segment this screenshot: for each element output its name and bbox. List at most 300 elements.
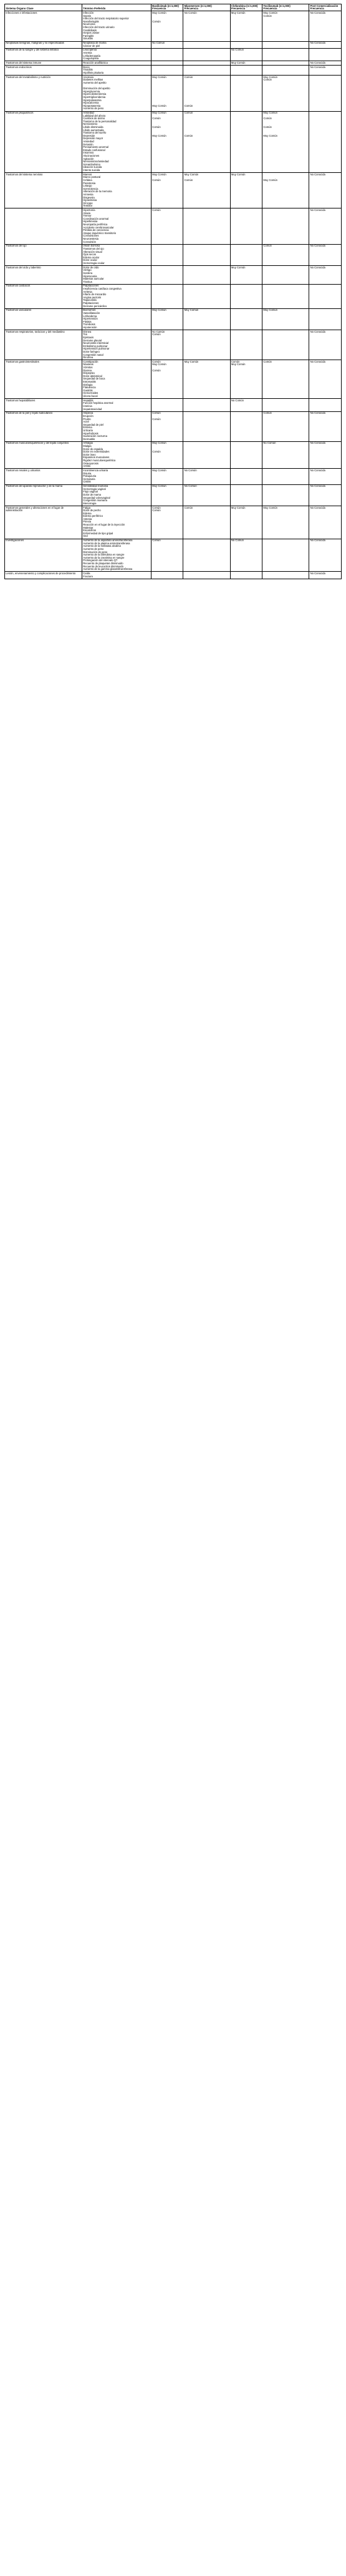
group2-frequency-cell [183, 208, 230, 244]
group2-frequency-cell [183, 11, 230, 41]
group3-frequency-cell [230, 399, 262, 412]
group3-frequency-cell [230, 308, 262, 330]
term-line: Sequedad de piel [83, 423, 103, 426]
group3-frequency-line [231, 465, 261, 468]
table-row [5, 76, 342, 111]
group1-frequency-line: Común [152, 178, 161, 182]
group5-frequency-cell [309, 173, 342, 208]
group2-frequency-cell [183, 411, 230, 441]
term-line: Dolor faríngeo [83, 350, 100, 353]
system-organ-class-cell: Trastornos musculoesqueléticos y del tejido conjuntivo [5, 441, 82, 469]
group2-frequency-line: No Común [184, 469, 197, 472]
group5-frequency-cell [309, 266, 342, 285]
group5-frequency-cell [309, 41, 342, 48]
term-line: Sinusitis [83, 37, 93, 41]
group5-frequency-line [310, 438, 340, 441]
term-line: Intento suicida [83, 168, 100, 172]
group4-frequency-line: Muy Común [263, 178, 277, 182]
group2-column-header [183, 4, 230, 11]
term-line: Embolismo pulmonar [83, 344, 108, 348]
term-line: Pirexia [83, 520, 92, 524]
term-line: Úlcera bucal [83, 394, 98, 398]
term-line: Neuropatía periférica [83, 223, 108, 227]
table-row [5, 399, 342, 412]
term-line: Aumento de la gamma-glutamiltransferasa [83, 567, 133, 571]
group5-frequency-line [310, 465, 340, 468]
group5-frequency-line [310, 326, 340, 330]
term-line: Mareo postural [83, 175, 101, 179]
system-organ-class-cell: Trastornos hepatobiliares [5, 399, 82, 412]
term-line: Libido aumentada [83, 128, 104, 132]
group1-frequency-cell [151, 41, 183, 48]
group4-frequency-line: Muy Común [263, 134, 277, 137]
term-cell [82, 539, 151, 572]
system-organ-class-cell: Investigaciones [5, 539, 82, 572]
group5-frequency-line: No Conocida [310, 61, 325, 65]
group5-frequency-cell [309, 330, 342, 360]
group3-frequency-cell [230, 244, 262, 265]
group3-frequency-cell [230, 360, 262, 399]
term-line: Sensibilidad mamaria [83, 484, 108, 488]
group5-frequency-label: Frecuencia [310, 7, 324, 11]
system-organ-class-cell: Trastornos gastrointestinales [5, 360, 82, 399]
table-row [5, 48, 342, 61]
group4-frequency-line: Común [263, 78, 272, 82]
group1-frequency-line [152, 72, 182, 75]
term-line: Reacción anafiláctica [83, 61, 108, 65]
group1-frequency-line: Muy Común [152, 75, 166, 79]
term-line: Aumento de peso [83, 107, 104, 110]
group2-frequency-line [185, 37, 229, 41]
term-line: Visión borrosa [83, 244, 100, 248]
term-line: Aumento de peso [83, 547, 104, 551]
group2-frequency-label: Frecuencia [184, 7, 198, 11]
term-line: Trombosis [83, 323, 95, 326]
term-line: Erupción [83, 414, 94, 418]
group2-frequency-line: Común [184, 104, 193, 107]
group4-frequency-cell [262, 441, 309, 469]
term-line: Alteración de la memoria [83, 190, 112, 193]
group3-frequency-line [231, 535, 261, 538]
group1-frequency-line: Común [152, 19, 161, 23]
term-line: Sordera [83, 271, 93, 275]
group1-frequency-line [152, 408, 182, 411]
group1-frequency-line: Muy Común [152, 172, 166, 176]
group2-frequency-line [185, 45, 229, 48]
group4-frequency-line [263, 356, 308, 360]
group1-frequency-line: Común [152, 125, 161, 129]
term-line: Agitación [83, 157, 94, 160]
group5-frequency-line: No Conocida [310, 244, 325, 248]
table-row [5, 244, 342, 265]
group3-frequency-line [231, 575, 261, 579]
group2-frequency-line [185, 535, 229, 538]
term-line: Ictericia [83, 404, 92, 408]
group4-frequency-line [263, 241, 308, 244]
group4-frequency-line [263, 575, 308, 579]
group5-frequency-cell [309, 399, 342, 412]
term-line: Convulsiones [83, 234, 99, 238]
term-line: Vértigo [83, 268, 92, 272]
group4-frequency-cell [262, 572, 309, 579]
group3-frequency-line [231, 57, 261, 61]
term-line: Hipófisis pituitaria [83, 71, 104, 74]
term-cell [82, 360, 151, 399]
group1-frequency-cell [151, 66, 183, 76]
group5-frequency-line [310, 241, 340, 244]
group5-frequency-line: No Conocida [310, 571, 325, 575]
group2-frequency-line [185, 575, 229, 579]
term-line: Sepsis [83, 14, 91, 17]
group5-frequency-line: No Conocida [310, 41, 325, 45]
group1-frequency-line [152, 241, 182, 244]
table-row [5, 330, 342, 360]
group4-frequency-cell [262, 66, 309, 76]
group3-frequency-line [231, 356, 261, 360]
group4-frequency-cell [262, 506, 309, 539]
term-line: Ataxia [83, 211, 90, 215]
term-cell [82, 266, 151, 285]
system-organ-class-cell: Trastornos de la piel y tejido subcutáneo [5, 411, 82, 441]
group4-frequency-line: No Común [263, 441, 276, 445]
soc-column-header: Sistema Órgano Clase [5, 4, 82, 11]
group4-frequency-cell [262, 360, 309, 399]
table-row [5, 506, 342, 539]
group3-frequency-cell [230, 484, 262, 506]
group5-frequency-cell [309, 66, 342, 76]
group5-frequency-line [310, 57, 340, 61]
term-line: Malestar auricular [83, 277, 104, 281]
group3-frequency-cell [230, 266, 262, 285]
table-row [5, 308, 342, 330]
group4-frequency-line [263, 535, 308, 538]
term-line: Espasmos musculares [83, 456, 110, 459]
table-row [5, 360, 342, 399]
term-line: Cambios de ánimo [83, 117, 105, 120]
term-line: Disgeusia [83, 195, 95, 199]
group1-frequency-line [152, 169, 182, 172]
term-line: Hipercolesterolemia [83, 92, 107, 96]
group1-frequency-line [152, 45, 182, 48]
group5-frequency-cell [309, 61, 342, 66]
group2-frequency-cell [183, 441, 230, 469]
group1-frequency-line [152, 568, 182, 571]
group4-frequency-line [263, 205, 308, 208]
term-line: Faringitis [83, 34, 94, 37]
group4-frequency-line [263, 568, 308, 571]
document-page [0, 0, 346, 585]
term-cell [82, 111, 151, 173]
group5-frequency-cell [309, 48, 342, 61]
group4-frequency-line [263, 62, 308, 65]
term-line: Polaquiuria [83, 474, 97, 478]
term-line: Hiperhidrosis [83, 431, 99, 435]
group1-frequency-line: No Común [152, 41, 165, 45]
term-line: Infección [83, 11, 94, 14]
group3-frequency-line [231, 305, 261, 308]
term-line: Anemia [83, 51, 92, 55]
term-line: Hipertrigliceridemia [83, 95, 106, 99]
term-line: Flatulencia [83, 386, 96, 389]
group3-frequency-cell [230, 111, 262, 173]
group5-frequency-cell [309, 284, 342, 308]
term-cell [82, 572, 151, 579]
term-line: Aumento de la creatinina en sangre [83, 556, 125, 559]
term-line: Ojos secos [83, 253, 96, 257]
term-line: Síncope [83, 201, 93, 205]
term-line: Neumonitis intersticial [83, 341, 109, 345]
term-line: Recuento de leucocitos disminuido [83, 564, 123, 568]
group4-frequency-cell [262, 308, 309, 330]
group2-frequency-line [185, 502, 229, 506]
group1-frequency-cell [151, 61, 183, 66]
table-row [5, 266, 342, 285]
system-organ-class-cell: Trastornos del ojo [5, 244, 82, 265]
group2-frequency-cell [183, 61, 230, 66]
group2-frequency-line [185, 305, 229, 308]
group4-frequency-line [263, 37, 308, 41]
term-line: Convulsión [83, 240, 96, 243]
group4-frequency-cell [262, 41, 309, 48]
term-line: Tremor [83, 214, 92, 218]
term-cell [82, 469, 151, 484]
group1-frequency-line: Común [152, 208, 161, 212]
group4-frequency-cell [262, 399, 309, 412]
term-line: Dermatitis [83, 437, 95, 441]
term-line: Hipertensión pulmonar [83, 347, 110, 351]
group4-frequency-line: Muy Común [263, 506, 277, 509]
term-cell [82, 11, 151, 41]
group5-frequency-line: No Conocida [310, 208, 325, 212]
group2-frequency-cell [183, 111, 230, 173]
group1-frequency-line [152, 326, 182, 330]
term-line: Derrame pleural [83, 338, 102, 342]
term-line: Sonambulismo [83, 162, 100, 166]
term-line: Ansiedad [83, 140, 94, 144]
group2-frequency-line [185, 408, 229, 411]
group5-frequency-line [310, 281, 340, 284]
term-line: Disfagia [83, 383, 93, 386]
group1-frequency-cell [151, 208, 183, 244]
group2-frequency-line [185, 262, 229, 265]
group1-frequency-line: Común [152, 368, 161, 372]
group5-frequency-line [310, 395, 340, 398]
group5-frequency-line [310, 356, 340, 360]
group2-frequency-cell [183, 41, 230, 48]
system-organ-class-cell: Trastornos del sistema inmune [5, 61, 82, 66]
group1-frequency-cell [151, 539, 183, 572]
term-line: Reacción en el lugar de la inyección [83, 523, 125, 527]
term-line: Accidente cerebrovascular [83, 225, 114, 229]
group2-frequency-line [185, 438, 229, 441]
group1-frequency-line: Muy Común [152, 441, 166, 445]
term-cell [82, 76, 151, 111]
group4-frequency-line [263, 107, 308, 110]
term-line: Sequedad de boca [83, 377, 105, 381]
group3-frequency-cell [230, 469, 262, 484]
term-line: Somnolencia [83, 187, 99, 190]
group5-frequency-cell [309, 11, 342, 41]
group1-frequency-line: Común [152, 506, 161, 509]
term-line: Sed [83, 534, 88, 538]
term-line: Astenia [83, 517, 92, 521]
term-line: Hipertensión [83, 317, 98, 321]
group1-frequency-cell [151, 330, 183, 360]
group2-frequency-line: Común [184, 178, 193, 182]
group2-frequency-cell [183, 484, 230, 506]
term-line: Hemorragia vaginal [83, 487, 106, 491]
term-line: Infarto de miocardio [83, 293, 107, 296]
group4-frequency-line [263, 438, 308, 441]
term-cell [82, 66, 151, 76]
term-cell [82, 484, 151, 506]
group4-column-header [262, 4, 309, 11]
table-row [5, 11, 342, 41]
term-line: Arritmia [83, 290, 92, 293]
term-line: Cáncor de piel [83, 44, 100, 47]
group3-frequency-line [231, 281, 261, 284]
term-line: Fractura [83, 574, 93, 578]
group2-frequency-cell [183, 399, 230, 412]
group4-name: Tocilizumab (n=1,000) [263, 4, 291, 7]
group4-frequency-cell [262, 539, 309, 572]
term-line: Aumento de la alanina aminotransferasa [83, 541, 130, 545]
group4-frequency-line: Muy Común [263, 11, 277, 14]
group3-frequency-cell [230, 66, 262, 76]
group5-frequency-line [310, 481, 340, 484]
term-line: Osteoporosis [83, 461, 99, 465]
table-body [5, 11, 342, 579]
term-line: Nerviosismo/ansiedad [83, 160, 109, 164]
term-line: Mareos [83, 172, 92, 176]
group4-frequency-line: Común [263, 125, 272, 129]
system-organ-class-cell: Trastornos de la sangre y del sistema linfático [5, 48, 82, 61]
term-line: Hipocalcemia [83, 101, 99, 105]
group1-frequency-line: Común [152, 450, 161, 454]
group1-frequency-label: Frecuencia [152, 7, 166, 11]
term-cell [82, 506, 151, 539]
term-line: Pensamiento anormal [83, 145, 109, 149]
group5-frequency-line: No Conocida [310, 360, 325, 363]
group3-frequency-cell [230, 539, 262, 572]
group5-frequency-cell [309, 208, 342, 244]
group1-frequency-line: Muy Común [152, 469, 166, 472]
table-row [5, 539, 342, 572]
term-cell [82, 48, 151, 61]
group4-frequency-cell [262, 244, 309, 265]
group1-frequency-line [152, 262, 182, 265]
term-line: Mialgia [83, 444, 92, 448]
term-line: Náuseas [83, 363, 94, 366]
term-line: Alteración visual [83, 250, 102, 253]
group1-frequency-line [152, 395, 182, 398]
term-line: Linfoedema [83, 314, 97, 318]
group2-frequency-line [185, 281, 229, 284]
group3-frequency-line: Muy Común [231, 506, 246, 509]
term-line: Edema ocular [83, 255, 100, 259]
group1-frequency-line [152, 438, 182, 441]
group1-frequency-cell [151, 360, 183, 399]
group3-frequency-line: No Común [231, 398, 244, 402]
term-cell [82, 41, 151, 48]
term-line: Rinorrea [83, 356, 94, 360]
group3-frequency-line [231, 45, 261, 48]
group3-name: Clofarabina (n=1,000) [231, 4, 258, 7]
term-line: Dolor en extremidades [83, 450, 110, 454]
term-line: Derrame pericárdico [83, 304, 107, 308]
group3-frequency-line [231, 502, 261, 506]
term-line: Coagulopatía [83, 57, 99, 61]
group4-frequency-line [263, 169, 308, 172]
term-line: Sequedad vulvovaginal [83, 496, 110, 499]
group1-frequency-line: Muy Común [152, 484, 166, 488]
term-line: Dolor abdominal [83, 374, 102, 378]
group4-frequency-line: Común [263, 14, 272, 17]
group2-frequency-cell [183, 173, 230, 208]
group2-frequency-cell [183, 360, 230, 399]
group1-frequency-cell [151, 506, 183, 539]
group3-frequency-line [231, 326, 261, 330]
term-line: Gastritis [83, 388, 93, 392]
group2-frequency-line: Muy Común [184, 172, 199, 176]
term-cell [82, 441, 151, 469]
term-line: Insomnio [83, 151, 94, 155]
term-line: Neuroestesia [83, 237, 99, 240]
term-line: Angina pectoris [83, 295, 102, 299]
group5-frequency-line: No Conocida [310, 506, 325, 509]
term-line: Coordinación anormal [83, 217, 109, 220]
group4-frequency-line [263, 465, 308, 468]
group1-frequency-line: Común [152, 333, 161, 336]
group4-frequency-line: Común [263, 411, 272, 415]
group2-frequency-line [185, 395, 229, 398]
term-line: Malestar [83, 526, 94, 529]
group2-frequency-line [185, 72, 229, 75]
group4-frequency-line [263, 57, 308, 61]
term-line: Aumento de la bilirrubina en sangre [83, 553, 125, 557]
table-row [5, 41, 342, 48]
group4-frequency-cell [262, 469, 309, 484]
group5-frequency-line [310, 37, 340, 41]
group3-frequency-cell [230, 76, 262, 111]
group1-frequency-line: Muy Común [152, 11, 166, 14]
group1-frequency-line: Común [152, 417, 161, 421]
term-line: Disnea [83, 330, 92, 333]
group5-frequency-cell [309, 469, 342, 484]
group3-frequency-line: Muy Común [231, 61, 246, 65]
term-line: Herpes zóster [83, 31, 100, 35]
term-line: Neoplasia de mama [83, 41, 107, 45]
group2-frequency-line: Muy Común [184, 308, 199, 312]
term-line: Flebitis [83, 320, 92, 323]
term-line: Cistitis [83, 480, 91, 484]
term-line: Linfadenopatía [83, 54, 100, 57]
group4-frequency-line [263, 262, 308, 265]
term-line: Alopecia [83, 411, 94, 415]
term-line: Amnesia [83, 192, 94, 196]
group5-frequency-line: No Conocida [310, 469, 325, 472]
table-header-row [5, 4, 342, 11]
group1-frequency-line: Común [152, 117, 161, 120]
system-organ-class-cell: Neoplasias benignas, malignas y no especificadas [5, 41, 82, 48]
term-line: Labilidad del afecto [83, 114, 106, 117]
system-organ-class-cell: Infecciones e infestaciones [5, 11, 82, 41]
group2-frequency-line: Común [184, 506, 193, 509]
group4-frequency-line: Muy Común [263, 75, 277, 79]
group5-frequency-line [310, 408, 340, 411]
group3-frequency-line [231, 408, 261, 411]
table-row [5, 469, 342, 484]
